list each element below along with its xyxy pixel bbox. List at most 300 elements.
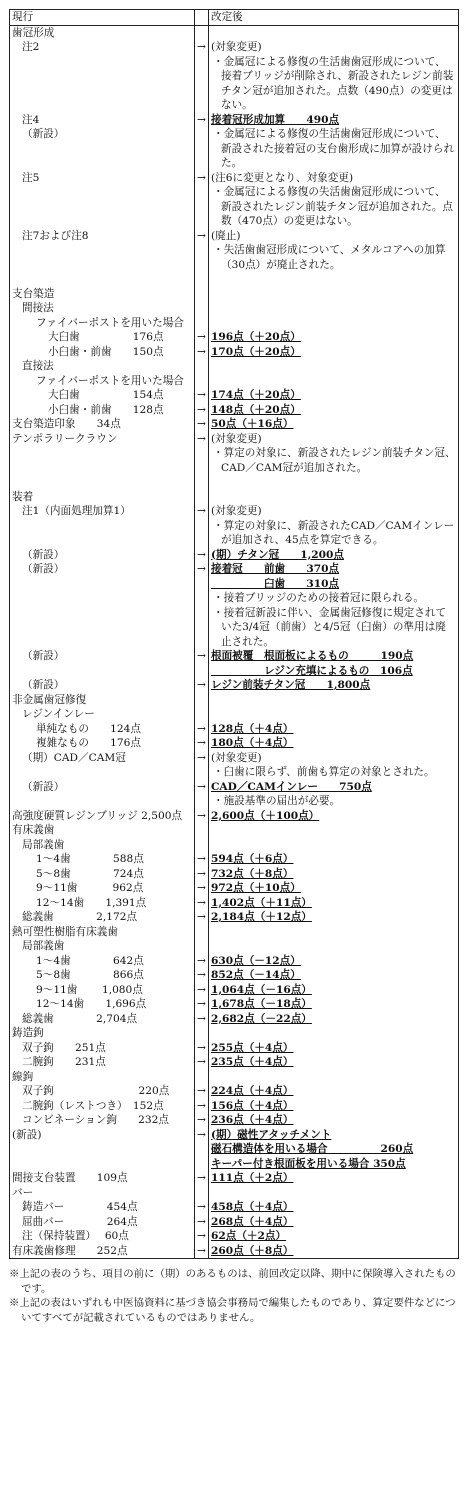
arrow-cell [195, 693, 209, 708]
arrow-cell [195, 374, 209, 389]
revised-text: 594点（＋6点） [211, 853, 294, 865]
table-row [10, 287, 459, 302]
arrow-icon: → [195, 1055, 209, 1070]
revised-item [209, 287, 459, 302]
table-row [10, 403, 459, 418]
table-row [10, 345, 459, 360]
revised-item [209, 403, 459, 418]
arrow-cell [195, 606, 209, 650]
table-row [10, 1186, 459, 1201]
revised-item [209, 171, 459, 186]
current-item: 鋳造バー 454点 [10, 1200, 195, 1215]
table-row [10, 997, 459, 1012]
table-row [10, 707, 459, 722]
table-row [10, 606, 459, 650]
revised-text: ・臼歯に限らず、前歯も算定の対象とされた。 [213, 766, 435, 778]
current-item: 12～14歯 1,391点 [10, 896, 195, 911]
table-row [10, 838, 459, 853]
table-row [10, 751, 459, 766]
arrow-icon: → [195, 881, 209, 896]
current-item: (新設) [10, 1128, 195, 1143]
revised-text: 50点（＋16点） [211, 418, 294, 430]
arrow-cell [195, 519, 209, 548]
revised-text: (対象変更) [211, 41, 262, 53]
table-row [10, 490, 459, 505]
revised-item [209, 1070, 459, 1085]
table-header [10, 10, 459, 26]
arrow-icon: → [195, 722, 209, 737]
revised-text: ・金属冠による修復の生活歯歯冠形成について、接着ブリッジが削除され、新設されたレジン前装チタン冠が追加された。点数（490点）の変更はない。 [213, 55, 454, 111]
arrow-icon: → [195, 983, 209, 998]
current-item: 間接支台装置 109点 [10, 1171, 195, 1186]
arrow-cell [195, 446, 209, 475]
arrow-icon: → [195, 852, 209, 867]
revised-item [209, 794, 459, 809]
revised-item [209, 693, 459, 708]
current-item: （新設） [10, 649, 195, 678]
arrow-cell [195, 707, 209, 722]
arrow-icon: → [195, 113, 209, 128]
table-row [10, 40, 459, 55]
revised-text: (注6に変更となり、対象変更) [211, 171, 354, 184]
revised-item [209, 1041, 459, 1056]
revised-text: ・接着ブリッジのための接着冠に限られる。 [213, 592, 425, 604]
current-item [10, 243, 195, 272]
revised-item [209, 649, 459, 678]
current-item [10, 794, 195, 809]
table-row [10, 113, 459, 128]
arrow-icon: → [195, 562, 209, 591]
arrow-icon: → [195, 910, 209, 925]
revised-text: レジン前装チタン冠 1,800点 [211, 679, 371, 691]
revised-text: 170点（＋20点） [211, 345, 301, 358]
footnote: ※上記の表のうち、項目の前に（期）のあるものは、前回改定以降、期中に保険導入されたものです。 [9, 1268, 456, 1295]
arrow-cell [195, 925, 209, 940]
revised-text: 148点（＋20点） [211, 403, 301, 416]
revised-text: (対象変更) [211, 432, 262, 445]
revised-item [209, 359, 459, 374]
table-row [10, 954, 459, 969]
table-row [10, 25, 459, 40]
current-item: 9～11歯 1,080点 [10, 983, 195, 998]
current-item: 屈曲バー 264点 [10, 1215, 195, 1230]
table-row [10, 809, 459, 824]
revised-text: (対象変更) [211, 751, 262, 764]
arrow-icon: → [195, 678, 209, 693]
revised-item [209, 809, 459, 824]
table-row [10, 968, 459, 983]
current-item: （期）CAD／CAM冠 [10, 751, 195, 766]
revised-text: 根面被覆 根面板によるもの 190点 [211, 650, 414, 662]
revised-item [209, 417, 459, 432]
arrow-cell [195, 1026, 209, 1041]
table-row [10, 432, 459, 447]
arrow-icon: → [195, 229, 209, 244]
revised-item [209, 997, 459, 1012]
arrow-icon: → [195, 867, 209, 882]
arrow-icon: → [195, 171, 209, 186]
revised-text: ・接着冠新設に伴い、金属歯冠修復に規定されていた3/4冠（前歯）と4/5冠（臼歯）の準用は廃止された。 [213, 606, 447, 648]
revised-item [209, 55, 459, 113]
revised-item [209, 316, 459, 331]
current-item [10, 519, 195, 548]
revised-text: (期）チタン冠 1,200点 [211, 548, 344, 561]
revised-item [209, 1055, 459, 1070]
table-row [10, 649, 459, 678]
arrow-icon: → [195, 649, 209, 678]
table-row [10, 330, 459, 345]
revised-text: 磁石構造体を用いる場合 260点 [211, 1143, 414, 1155]
revised-text: ・施設基準の届出が必要。 [213, 795, 341, 807]
table-row [10, 316, 459, 331]
arrow-icon: → [195, 1200, 209, 1215]
current-item: 有床義歯 [10, 823, 195, 838]
current-item: 直接法 [10, 359, 195, 374]
table-row [10, 896, 459, 911]
current-item: 小臼歯・前歯 150点 [10, 345, 195, 360]
revised-item [209, 838, 459, 853]
revised-item [209, 954, 459, 969]
current-item: 9～11歯 962点 [10, 881, 195, 896]
table-row [10, 1215, 459, 1230]
table-row [10, 939, 459, 954]
revised-text: (期）磁性アタッチメント [211, 1128, 332, 1141]
header-current: 現行 [10, 10, 195, 26]
table-row [10, 519, 459, 548]
table-row [10, 591, 459, 606]
current-item: バー [10, 1186, 195, 1201]
current-item: 有床義歯修理 252点 [10, 1244, 195, 1259]
revised-item [209, 1142, 459, 1171]
arrow-cell [195, 1186, 209, 1201]
table-row [10, 475, 459, 490]
revised-item [209, 823, 459, 838]
arrow-cell [195, 591, 209, 606]
arrow-icon: → [195, 751, 209, 766]
current-item: 大臼歯 176点 [10, 330, 195, 345]
revised-text: 臼歯 310点 [211, 577, 340, 590]
current-item: （新設） [10, 780, 195, 795]
revised-item [209, 1186, 459, 1201]
current-item [10, 272, 195, 287]
current-item [10, 185, 195, 229]
revised-item [209, 867, 459, 882]
table-row [10, 359, 459, 374]
arrow-cell [195, 490, 209, 505]
revised-item [209, 243, 459, 272]
table-row [10, 1142, 459, 1171]
current-item: 注（保持装置） 60点 [10, 1229, 195, 1244]
current-item: 装着 [10, 490, 195, 505]
arrow-cell [195, 359, 209, 374]
current-item: 注2 [10, 40, 195, 55]
table-row [10, 388, 459, 403]
table-row [10, 504, 459, 519]
arrow-cell [195, 1070, 209, 1085]
table-row [10, 171, 459, 186]
current-item [10, 1142, 195, 1171]
revised-item [209, 910, 459, 925]
table-row [10, 1084, 459, 1099]
footnote: ※上記の表はいずれも中医協資料に基づき協会事務局で編集したものであり、算定要件などについてすべてが記載されているものではありません。 [9, 1297, 456, 1324]
revised-text: 2,184点（＋12点） [211, 911, 312, 923]
arrow-cell [195, 25, 209, 40]
revised-item [209, 432, 459, 447]
revised-text: 1,402点（＋11点） [211, 896, 312, 909]
arrow-cell [195, 838, 209, 853]
current-item: 二腕鉤 231点 [10, 1055, 195, 1070]
current-item: 複雑なもの 176点 [10, 736, 195, 751]
revised-item [209, 490, 459, 505]
table-row [10, 823, 459, 838]
table-row [10, 1055, 459, 1070]
revised-text: 732点（＋8点） [211, 867, 294, 880]
arrow-icon: → [195, 388, 209, 403]
table-row [10, 229, 459, 244]
revised-text: ・算定の対象に、新設されたCAD／CAMインレーが追加され、45点を算定できる。 [213, 519, 455, 546]
current-item: 1～4歯 588点 [10, 852, 195, 867]
revised-text: 224点（＋4点） [211, 1085, 294, 1097]
revised-item [209, 736, 459, 751]
table-row [10, 780, 459, 795]
current-item: テンポラリークラウン [10, 432, 195, 447]
revised-text: 180点（＋4点） [211, 737, 294, 749]
revised-text: ・失活歯歯冠形成について、メタルコアへの加算（30点）が廃止された。 [213, 244, 446, 271]
revised-text: 236点（＋4点） [211, 1114, 294, 1126]
revised-text: 174点（＋20点） [211, 389, 301, 401]
table-row [10, 1229, 459, 1244]
arrow-icon: → [195, 403, 209, 418]
revised-item [209, 1084, 459, 1099]
revised-text: 260点（＋8点） [211, 1244, 294, 1257]
arrow-icon: → [195, 997, 209, 1012]
current-item: 注5 [10, 171, 195, 186]
arrow-cell [195, 301, 209, 316]
current-item: 大臼歯 154点 [10, 388, 195, 403]
revised-item [209, 548, 459, 563]
revised-item [209, 722, 459, 737]
revised-text: 接着冠形成加算 490点 [211, 113, 340, 126]
arrow-cell [195, 794, 209, 809]
revised-text: (廃止) [211, 229, 241, 242]
arrow-cell [195, 823, 209, 838]
table-row [10, 722, 459, 737]
revised-item [209, 1244, 459, 1259]
arrow-icon: → [195, 330, 209, 345]
revised-text: 196点（＋20点） [211, 331, 301, 343]
revised-item [209, 388, 459, 403]
table-row [10, 55, 459, 113]
arrow-icon: → [195, 968, 209, 983]
revised-item [209, 301, 459, 316]
table-row [10, 1113, 459, 1128]
table-row [10, 852, 459, 867]
table-row [10, 925, 459, 940]
table-row [10, 272, 459, 287]
arrow-cell [195, 243, 209, 272]
current-item: （新設） [10, 127, 195, 171]
revised-item [209, 591, 459, 606]
revised-item [209, 678, 459, 693]
revision-table [9, 9, 459, 1259]
revised-item [209, 330, 459, 345]
table-row [10, 794, 459, 809]
revised-item [209, 113, 459, 128]
current-item: 間接法 [10, 301, 195, 316]
table-row [10, 1070, 459, 1085]
current-item: 総義歯 2,704点 [10, 1012, 195, 1027]
revised-text: 268点（＋4点） [211, 1215, 294, 1228]
current-item: 注4 [10, 113, 195, 128]
current-item [10, 591, 195, 606]
revised-item [209, 939, 459, 954]
current-item: 1～4歯 642点 [10, 954, 195, 969]
arrow-cell [195, 765, 209, 780]
table-row [10, 1171, 459, 1186]
current-item: 線鉤 [10, 1070, 195, 1085]
current-item: 小臼歯・前歯 128点 [10, 403, 195, 418]
table-row [10, 562, 459, 591]
table-row [10, 881, 459, 896]
arrow-cell [195, 475, 209, 490]
revised-text: 2,600点（＋100点） [211, 809, 320, 822]
revised-item [209, 765, 459, 780]
revised-item [209, 272, 459, 287]
revised-text: 630点（－12点） [211, 954, 301, 967]
table-row [10, 374, 459, 389]
revised-text: 1,678点（－18点） [211, 998, 312, 1010]
current-item: 双子鉤 220点 [10, 1084, 195, 1099]
revised-text: 852点（－14点） [211, 969, 301, 981]
revised-text: ・算定の対象に、新設されたレジン前装チタン冠、CAD／CAM冠が追加された。 [213, 447, 456, 474]
current-item: 双子鉤 251点 [10, 1041, 195, 1056]
table-row [10, 243, 459, 272]
revised-item [209, 983, 459, 998]
arrow-icon: → [195, 1215, 209, 1230]
revised-item [209, 1200, 459, 1215]
current-item: 総義歯 2,172点 [10, 910, 195, 925]
arrow-cell [195, 939, 209, 954]
table-row [10, 301, 459, 316]
revised-item [209, 780, 459, 795]
revised-text: 128点（＋4点） [211, 722, 294, 735]
table-row [10, 736, 459, 751]
revised-item [209, 127, 459, 171]
revised-item [209, 40, 459, 55]
table-row [10, 1099, 459, 1114]
revised-text: ・金属冠による修復の生活歯歯冠形成について、新設された接着冠の支台歯形成に加算が設けられた。 [213, 128, 455, 169]
arrow-cell [195, 185, 209, 229]
table-row [10, 910, 459, 925]
revised-item [209, 25, 459, 40]
table-row [10, 983, 459, 998]
revised-item [209, 229, 459, 244]
header-arrow-col [195, 10, 209, 26]
revised-text: (対象変更) [211, 505, 262, 517]
table-row [10, 185, 459, 229]
revised-item [209, 1215, 459, 1230]
revised-item [209, 707, 459, 722]
current-item: 歯冠形成 [10, 25, 195, 40]
current-item: コンビネーション鉤 232点 [10, 1113, 195, 1128]
arrow-icon: → [195, 1012, 209, 1027]
arrow-cell [195, 1142, 209, 1171]
current-item: 二腕鉤（レストつき） 152点 [10, 1099, 195, 1114]
arrow-icon: → [195, 345, 209, 360]
arrow-icon: → [195, 780, 209, 795]
revised-text: ・金属冠による修復の失活歯歯冠形成について、新設されたレジン前装チタン冠が追加された。点数（470点）の変更はない。 [213, 186, 454, 227]
revised-text: 458点（＋4点） [211, 1201, 294, 1213]
current-item: 注1（内面処理加算1） [10, 504, 195, 519]
revised-text: CAD／CAMインレー 750点 [211, 780, 372, 793]
arrow-icon: → [195, 1041, 209, 1056]
arrow-icon: → [195, 1113, 209, 1128]
arrow-icon: → [195, 40, 209, 55]
current-item [10, 55, 195, 113]
table-row [10, 417, 459, 432]
arrow-icon: → [195, 548, 209, 563]
revised-item [209, 446, 459, 475]
arrow-icon: → [195, 1229, 209, 1244]
arrow-cell [195, 316, 209, 331]
revised-item [209, 1099, 459, 1114]
revised-item [209, 925, 459, 940]
arrow-icon: → [195, 954, 209, 969]
current-item: 高強度硬質レジンブリッジ 2,500点 [10, 809, 195, 824]
table-row [10, 693, 459, 708]
revised-item [209, 185, 459, 229]
revised-item [209, 345, 459, 360]
revised-item [209, 1012, 459, 1027]
revised-text: 972点（＋10点） [211, 882, 301, 894]
arrow-cell [195, 287, 209, 302]
revised-text: レジン充填によるもの 106点 [211, 664, 413, 677]
revised-item [209, 968, 459, 983]
revised-item [209, 1026, 459, 1041]
table-row [10, 127, 459, 171]
table-body [10, 25, 459, 1259]
current-item: レジンインレー [10, 707, 195, 722]
arrow-icon: → [195, 1244, 209, 1259]
arrow-icon: → [195, 432, 209, 447]
revised-item [209, 374, 459, 389]
current-item [10, 475, 195, 490]
table-row [10, 678, 459, 693]
revised-item [209, 1171, 459, 1186]
current-item: 非金属歯冠修復 [10, 693, 195, 708]
current-item: ファイバーポストを用いた場合 [10, 374, 195, 389]
current-item: 鋳造鉤 [10, 1026, 195, 1041]
revised-item [209, 852, 459, 867]
table-row [10, 1200, 459, 1215]
current-item: 12～14歯 1,696点 [10, 997, 195, 1012]
arrow-cell [195, 55, 209, 113]
revised-item [209, 751, 459, 766]
current-item: 局部義歯 [10, 939, 195, 954]
table-row [10, 1026, 459, 1041]
revised-text: 255点（＋4点） [211, 1041, 294, 1054]
arrow-cell [195, 127, 209, 171]
table-row [10, 1244, 459, 1259]
revised-item [209, 1128, 459, 1143]
revised-text: 1,064点（－16点） [211, 983, 312, 996]
arrow-icon: → [195, 896, 209, 911]
arrow-cell [195, 272, 209, 287]
current-item: 5～8歯 866点 [10, 968, 195, 983]
revised-item [209, 519, 459, 548]
revised-text: 156点（＋4点） [211, 1099, 294, 1112]
revised-item [209, 1229, 459, 1244]
